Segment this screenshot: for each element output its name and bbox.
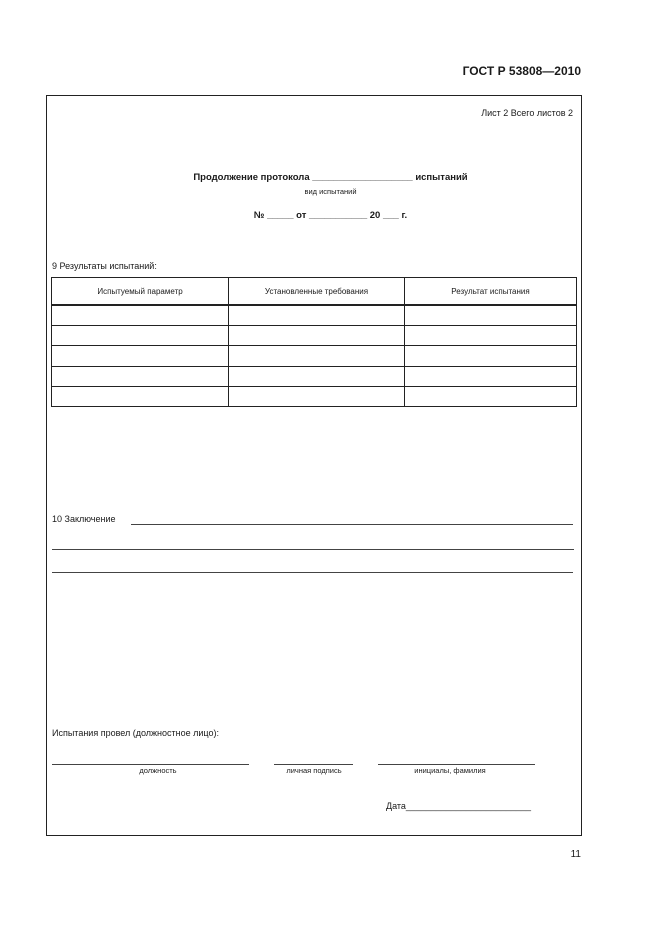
standard-designation: ГОСТ Р 53808—2010: [462, 64, 581, 78]
table-cell: [52, 305, 229, 326]
table-row: [52, 366, 577, 386]
position-line: [52, 764, 249, 765]
table-cell: [229, 326, 405, 346]
signature-line: [274, 764, 353, 765]
table-cell: [52, 346, 229, 366]
column-header-requirements: Установленные требования: [229, 278, 405, 306]
title-prefix: Продолжение протокола: [193, 172, 310, 183]
page-number: 11: [570, 849, 581, 860]
protocol-title: [0, 172, 661, 183]
signature-caption: личная подпись: [286, 766, 342, 775]
sheet-info: Лист 2 Всего листов 2: [481, 108, 573, 118]
table-cell: [405, 326, 577, 346]
table-cell: [405, 346, 577, 366]
tester-label: Испытания провел (должностное лицо):: [52, 728, 219, 738]
table-cell: [405, 386, 577, 406]
table-row: [52, 386, 577, 406]
table-header-row: [52, 278, 577, 306]
table-cell: [229, 346, 405, 366]
table-cell: [405, 366, 577, 386]
protocol-number-line: № _____ от ___________ 20 ___ г.: [253, 210, 408, 221]
conclusion-line: [52, 572, 573, 573]
table-cell: [229, 366, 405, 386]
table-row: [52, 305, 577, 326]
table-row: [52, 346, 577, 366]
column-header-parameter: Испытуемый параметр: [52, 278, 229, 306]
test-type-caption: вид испытаний: [304, 187, 357, 196]
table-cell: [52, 366, 229, 386]
table-cell: [229, 386, 405, 406]
table-cell: [52, 386, 229, 406]
results-table: [51, 277, 577, 407]
table-cell: [405, 305, 577, 326]
section-10-heading: 10 Заключение: [52, 514, 116, 524]
section-9-heading: 9 Результаты испытаний:: [52, 261, 157, 271]
table-cell: [229, 305, 405, 326]
conclusion-line: [131, 524, 573, 525]
name-line: [378, 764, 535, 765]
conclusion-line: [52, 549, 574, 550]
table-row: [52, 326, 577, 346]
title-suffix: испытаний: [415, 172, 468, 183]
column-header-result: Результат испытания: [405, 278, 577, 306]
position-caption: должность: [139, 766, 177, 775]
date-field: Дата_________________________: [386, 801, 532, 811]
table-cell: [52, 326, 229, 346]
name-caption: инициалы, фамилия: [414, 766, 486, 775]
protocol-frame: [46, 95, 582, 836]
title-blank: ___________________: [312, 172, 413, 183]
